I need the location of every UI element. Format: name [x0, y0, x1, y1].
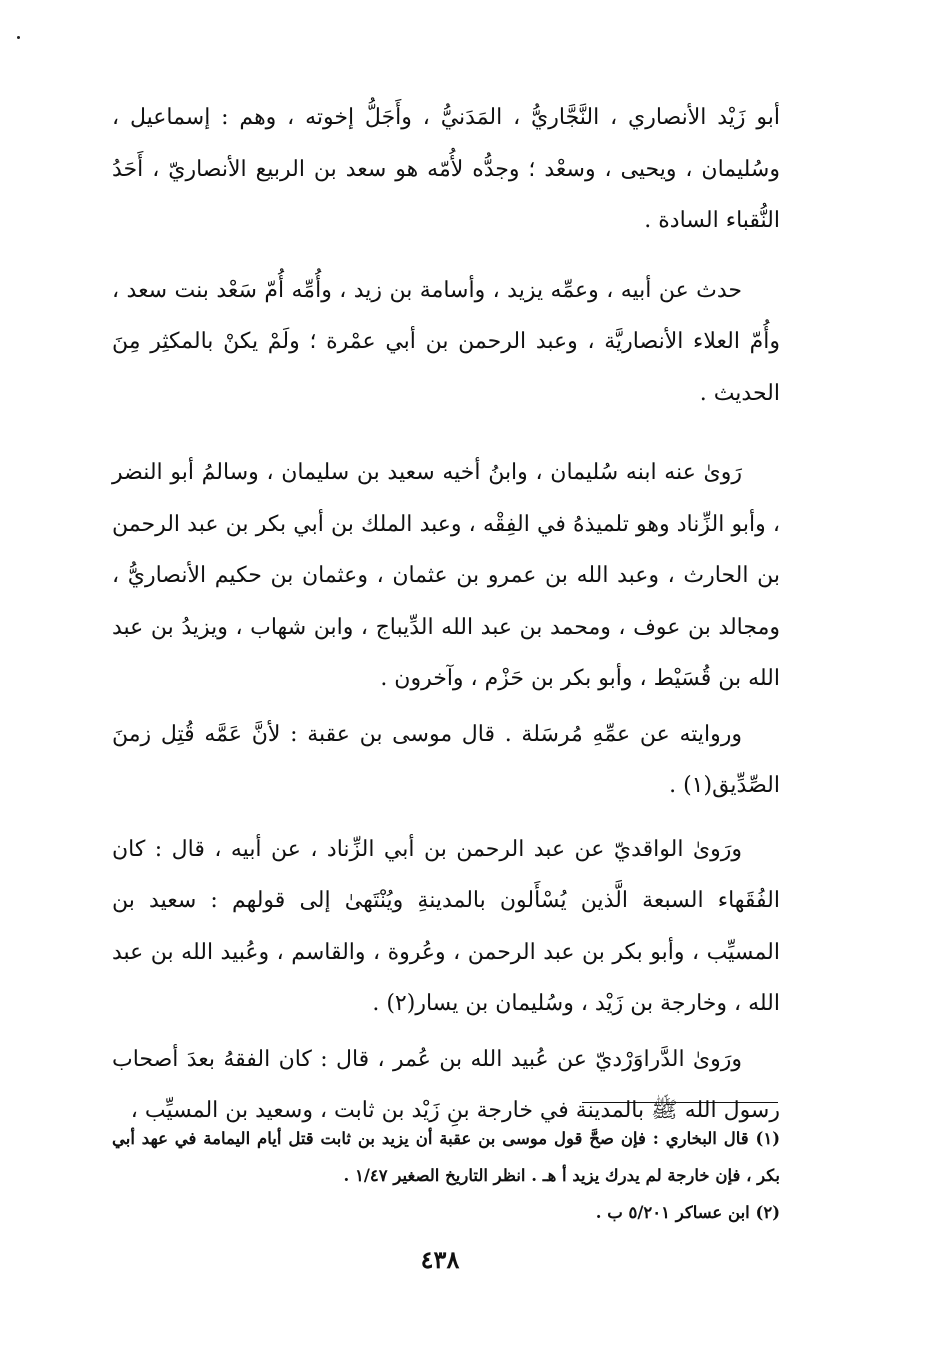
paragraph-darawardi: ورَوىٰ الدَّراوَرْديّ عن عُبيد الله بن عُمر ، قال : كان الفقهُ بعدَ أصحاب رسول الله ﷺ بالمدينة في خارجة بنِ زَيْد بن ثابت ، وسعيد بن المسيِّب ، [112, 1046, 780, 1123]
paragraph-waqidi: ورَوىٰ الواقديّ عن عبد الرحمن بن أبي الزِّناد ، عن أبيه ، قال : كان الفُقَهاء السبعة الَّذين يُسْأَلون بالمدينةِ ويُنْتَهىٰ إلى قولهم : سعيد بن المسيِّب ، وأبو بكر بن عبد الرحمن ، وعُروة ، والقاسم ، وعُبيد الله بن عبد الله ، وخارجة بن زَيْد ، وسُليمان بن يسار(٢) . [112, 836, 780, 1016]
footnote-1: (١) قال البخاري : فإن صحَّ قول موسى بن عقبة أن يزيد بن ثابت قتل أيام اليمامة في عهد أبي بكر ، فإن خارجة لم يدرك يزيد أ هـ . انظر التاريخ الصغير ١/٤٧ . [112, 1129, 780, 1185]
paragraph-narrators: رَوىٰ عنه ابنه سُليمان ، وابنُ أخيه سعيد بن سليمان ، وسالمُ أبو النضر ، وأبو الزِّناد وهو تلميذهُ في الفِقْه ، وعبد الملك بن أبي بكر بن عبد الرحمن بن الحارث ، وعبد الله بن عمرو بن عثمان ، وعثمان بن حكيم الأنصاريُّ ، ومجالد بن عوف ، ومحمد بن عبد الله الدِّيباج ، وابن شهاب ، ويزيدُ بن عبد الله بن قُسَيْط ، وأبو بكر بن حَزْم ، وآخرون . [112, 460, 780, 691]
paragraph-narrated-from: حدث عن أبيه ، وعمِّه يزيد ، وأسامة بن زيد ، وأُمِّه أُمّ سَعْد بنت سعد ، وأُمّ العلاء الأنصاريَّة ، وعبد الرحمن بن أبي عمْرة ؛ ولَمْ يكنْ بالمكثِر مِنَ الحديث . [112, 277, 780, 406]
paragraph-mursal: وروايته عن عمِّهِ مُرسَلة . قال موسى بن عقبة : لأنَّ عَمَّه قُتِل زمنَ الصِّدِّيق(١) . [112, 721, 780, 798]
footnotes [112, 1120, 780, 1231]
page-number: ٤٣٨ [420, 1245, 460, 1274]
paragraph-biography: أبو زَيْد الأنصاري ، النَّجَّاريُّ ، المَدَنيُّ ، وأَجَلُّ إخوته ، وهم : إسماعيل ، وسُليمان ، ويحيى ، وسعْد ؛ وجدُّه لأُمّه هو سعد بن الربيع الأنصاريّ ، أَحَدُ النُّقباء السادة . [112, 105, 780, 233]
body-text [112, 92, 780, 1137]
scan-speck [17, 36, 20, 39]
footnote-2: (٢) ابن عساكر ٥/٢٠١ ب . [595, 1203, 780, 1222]
footnote-divider [582, 1102, 778, 1103]
